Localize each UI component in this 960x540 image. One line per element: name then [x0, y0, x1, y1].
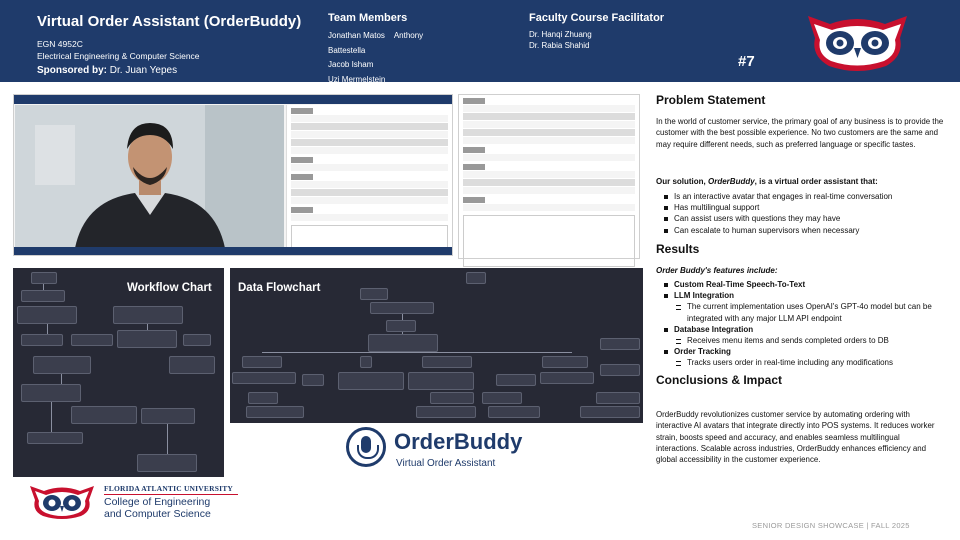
flow-node [21, 334, 63, 346]
avatar-person-icon [15, 105, 284, 248]
flow-node [31, 272, 57, 284]
list-item: Custom Real-Time Speech-To-Text [663, 279, 945, 290]
poster-title: Virtual Order Assistant (OrderBuddy) [37, 13, 302, 30]
problem-heading: Problem Statement [656, 93, 766, 107]
workflow-title: Workflow Chart [127, 282, 212, 294]
app-screenshot-avatar [13, 94, 453, 256]
order-summary-screenshot [458, 94, 640, 259]
header-banner [0, 0, 960, 82]
flow-node [113, 306, 183, 324]
team-member: Jonathan Matos [328, 31, 385, 40]
team-member: Anthony Battestella [328, 31, 424, 55]
facilitator-name: Dr. Rabia Shahid [529, 41, 590, 50]
list-item: Order Tracking [663, 346, 945, 357]
poster-number: #7 [738, 53, 755, 70]
current-order-box [463, 215, 635, 267]
fau-owl-logo-icon [800, 10, 915, 72]
list-item: Has multilingual support [663, 202, 945, 213]
college-name: College of Engineering and Computer Science [104, 496, 211, 520]
flow-node [242, 356, 282, 368]
facilitator-block [529, 12, 664, 51]
flow-node [117, 330, 177, 348]
flow-node [368, 334, 438, 352]
conclusions-heading: Conclusions & Impact [656, 373, 783, 387]
flow-node [141, 408, 195, 424]
flow-node [17, 306, 77, 324]
showcase-footer: SENIOR DESIGN SHOWCASE | FALL 2025 [752, 521, 910, 530]
solution-bullets [663, 191, 945, 236]
flow-node [540, 372, 594, 384]
avatar-video [15, 105, 284, 248]
app-footerbar [14, 247, 452, 255]
flow-node [580, 406, 640, 418]
flow-node [71, 334, 113, 346]
list-subitem: Receives menu items and sends completed orders to DB [663, 335, 945, 346]
team-member: Uzi Mermelstein [328, 74, 386, 84]
department: Electrical Engineering & Computer Science [37, 51, 200, 61]
flow-node [27, 432, 83, 444]
flow-node [183, 334, 211, 346]
results-intro: Order Buddy's features include: [656, 266, 778, 275]
university-name: FLORIDA ATLANTIC UNIVERSITY [104, 484, 234, 493]
team-block [328, 12, 438, 87]
flow-node [21, 384, 81, 402]
list-subitem: The current implementation uses OpenAI's GPT-4o model but can be integrated with any major LLM API endpoint [663, 301, 945, 323]
list-item: LLM Integration [663, 290, 945, 301]
flow-node [488, 406, 540, 418]
sponsor-line [37, 65, 177, 76]
workflow-chart [13, 268, 224, 477]
sponsor-label: Sponsored by: [37, 65, 108, 76]
list-subitem: Tracks users order in real-time including any modifications [663, 357, 945, 368]
flow-node [33, 356, 91, 374]
flow-node [466, 272, 486, 284]
fau-college-logo [26, 482, 241, 522]
flow-node [386, 320, 416, 332]
list-item: Can assist users with questions they may have [663, 213, 945, 224]
flow-node [422, 356, 472, 368]
orderbuddy-logo [346, 427, 526, 473]
team-label: Team Members [328, 12, 408, 24]
conclusions-text: OrderBuddy revolutionizes customer service by automating ordering with interactive AI avatars that integrate directly into POS systems. It reduces worker strain, boosts speed and accuracy, and enables seamless multilingual interactions. Scalable across industries, OrderBuddy enhances efficiency and global accessibility in the customer experience. [656, 410, 935, 465]
flow-node [137, 454, 197, 472]
menu-panel [286, 105, 452, 248]
solution-lead: Our solution, OrderBuddy, is a virtual order assistant that: [656, 177, 878, 186]
flow-node [482, 392, 522, 404]
flow-node [71, 406, 137, 424]
flow-node [416, 406, 476, 418]
flow-node [408, 372, 474, 390]
flow-node [496, 374, 536, 386]
flow-node [430, 392, 474, 404]
flow-node [600, 364, 640, 376]
microphone-icon [346, 427, 386, 467]
team-members [328, 29, 438, 87]
flow-node [248, 392, 278, 404]
flow-node [542, 356, 588, 368]
facilitator-label: Faculty Course Facilitator [529, 12, 665, 24]
flow-node [360, 356, 372, 368]
team-member: Jacob Isham [328, 60, 374, 69]
flow-node [246, 406, 304, 418]
flow-node [338, 372, 404, 390]
app-titlebar [14, 95, 452, 104]
facilitator-name: Dr. Hanqi Zhuang [529, 30, 592, 39]
flow-node [21, 290, 65, 302]
list-item: Is an interactive avatar that engages in real-time conversation [663, 191, 945, 202]
flow-node [600, 338, 640, 350]
flow-node [232, 372, 296, 384]
dataflow-title: Data Flowchart [238, 282, 321, 294]
logo-name: OrderBuddy [394, 429, 523, 454]
flow-node [370, 302, 434, 314]
course-code: EGN 4952C [37, 39, 83, 49]
logo-tagline: Virtual Order Assistant [396, 458, 496, 469]
flow-node [596, 392, 640, 404]
results-bullets [663, 279, 945, 369]
sponsor-name: Dr. Juan Yepes [109, 65, 178, 76]
flow-node [360, 288, 388, 300]
flow-node [169, 356, 215, 374]
problem-text: In the world of customer service, the primary goal of any business is to provide the customer with the best possible experience. No two customers are the same and may require different needs, such as preferred language or specific tastes. [656, 117, 944, 149]
fau-owl-icon [26, 482, 98, 520]
results-heading: Results [656, 242, 700, 256]
flow-node [302, 374, 324, 386]
course-info [37, 38, 200, 62]
data-flowchart [230, 268, 643, 423]
list-item: Database Integration [663, 324, 945, 335]
list-item: Can escalate to human supervisors when necessary [663, 225, 945, 236]
